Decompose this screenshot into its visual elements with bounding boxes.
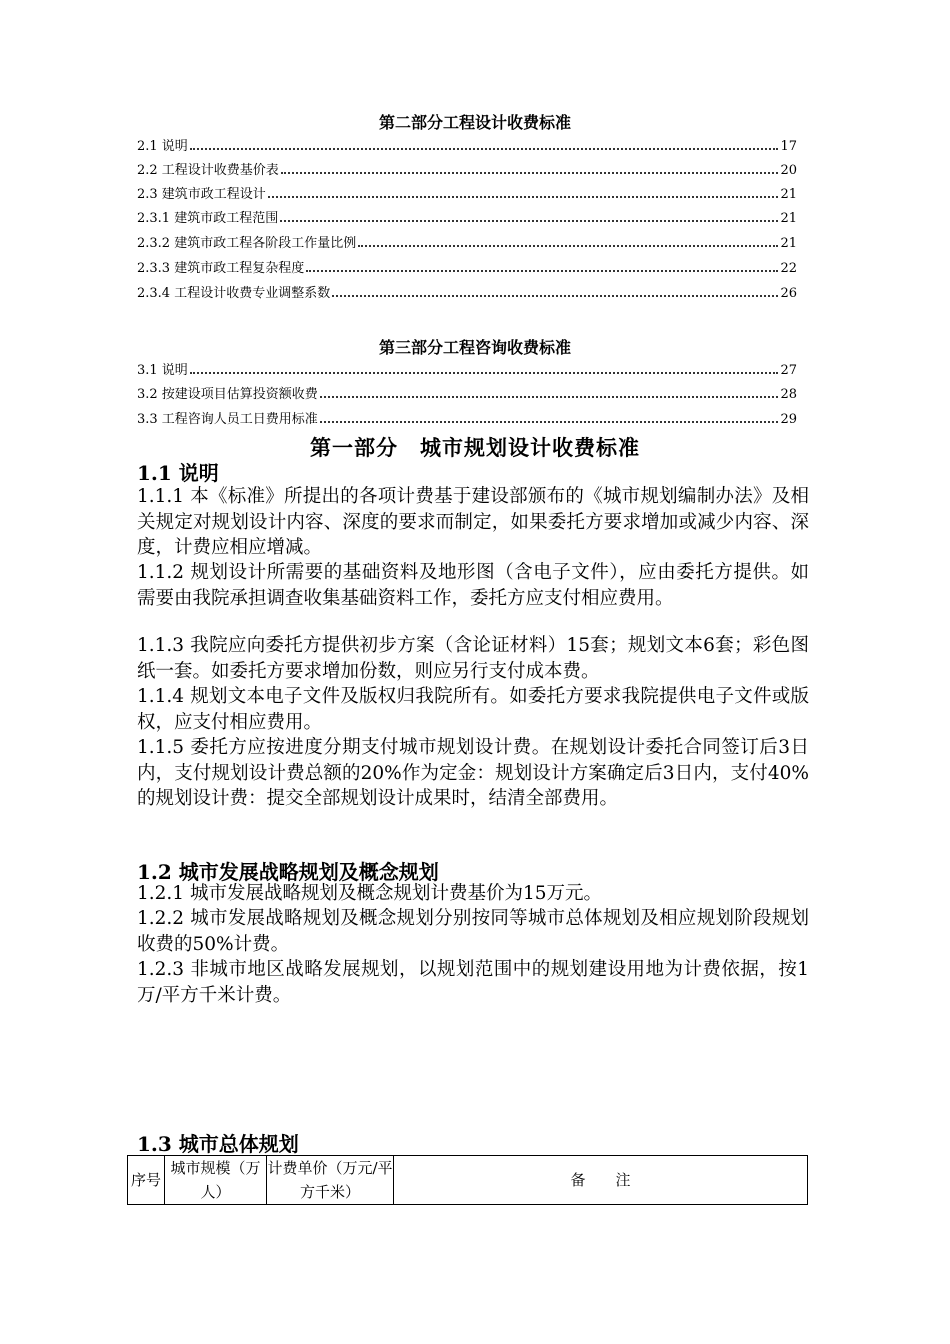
toc-leader-dots	[281, 172, 779, 174]
toc-leader-dots	[268, 196, 779, 198]
section-1-2-title: 1.2 城市发展战略规划及概念规划	[137, 860, 439, 884]
toc-item-page: 21	[780, 236, 797, 251]
toc-item-page: 17	[780, 139, 797, 154]
toc-item-3-2[interactable]	[137, 384, 797, 402]
toc-leader-dots	[190, 148, 779, 150]
toc-item-page: 27	[780, 363, 797, 378]
toc-item-3-1[interactable]	[137, 360, 797, 378]
toc-item-3-3[interactable]	[137, 409, 797, 427]
toc-leader-dots	[280, 220, 778, 222]
paragraph-1-2-3: 1.2.3 非城市地区战略发展规划，以规划范围中的规划建设用地为计费依据，按1万/平方千米计费。	[137, 959, 809, 1006]
toc-item-2-3-3[interactable]	[137, 258, 797, 276]
toc-item-label: 2.3.3 建筑市政工程复杂程度	[137, 261, 305, 276]
toc-item-page: 29	[780, 412, 797, 427]
paragraph-1-2-1: 1.2.1 城市发展战略规划及概念规划计费基价为15万元。	[137, 883, 602, 904]
section-1-1-title: 1.1 说明	[137, 461, 219, 485]
toc-item-page: 28	[780, 387, 797, 402]
toc-item-2-3-4[interactable]	[137, 283, 797, 301]
toc-item-label: 2.3 建筑市政工程设计	[137, 187, 266, 202]
toc-leader-dots	[320, 396, 779, 398]
toc-item-page: 20	[780, 163, 797, 178]
header-scale: 城市规模（万人）	[165, 1156, 267, 1205]
toc-item-2-2[interactable]	[137, 160, 797, 178]
toc-item-label: 2.1 说明	[137, 139, 188, 154]
paragraph-1-2-2: 1.2.2 城市发展战略规划及概念规划分别按同等城市总体规划及相应规划阶段规划收费的50%计费。	[137, 908, 809, 955]
header-seq: 序号	[128, 1156, 165, 1205]
paragraph-1-1-5: 1.1.5 委托方应按进度分期支付城市规划设计费。在规划设计委托合同签订后3日内，支付规划设计费总额的20%作为定金：规划设计方案确定后3日内，支付40%的规划设计费：提交全部规划设计成果时，结清全部费用。	[137, 737, 809, 809]
toc-item-label: 2.3.4 工程设计收费专业调整系数	[137, 286, 331, 301]
toc-item-page: 21	[780, 187, 797, 202]
paragraph-1-1-3: 1.1.3 我院应向委托方提供初步方案（含论证材料）15套；规划文本6套；彩色图纸一套。如委托方要求增加份数，则应另行支付成本费。	[137, 635, 809, 682]
paragraph-1-1-2: 1.1.2 规划设计所需要的基础资料及地形图（含电子文件），应由委托方提供。如需要由我院承担调查收集基础资料工作，委托方应支付相应费用。	[137, 562, 809, 609]
toc-leader-dots	[306, 270, 778, 272]
toc-leader-dots	[358, 245, 778, 247]
toc-item-page: 22	[780, 261, 797, 276]
header-unit-price: 计费单价（万元/平方千米）	[267, 1156, 394, 1205]
header-remark: 备 注	[394, 1156, 808, 1205]
paragraph-1-1-1: 1.1.1 本《标准》所提出的各项计费基于建设部颁布的《城市规划编制办法》及相关规定对规划设计内容、深度的要求而制定，如果委托方要求增加或减少内容、深度，计费应相应增减。	[137, 486, 809, 558]
toc-item-page: 26	[780, 286, 797, 301]
toc-item-label: 2.3.1 建筑市政工程范围	[137, 211, 279, 226]
fee-table	[127, 1155, 808, 1205]
toc-leader-dots	[332, 295, 778, 297]
toc-item-2-1[interactable]	[137, 136, 797, 154]
toc-item-2-3[interactable]	[137, 184, 797, 202]
table-header-row	[128, 1156, 808, 1205]
toc-item-label: 3.2 按建设项目估算投资额收费	[137, 387, 318, 402]
toc-item-label: 2.3.2 建筑市政工程各阶段工作量比例	[137, 236, 357, 251]
toc-item-label: 3.1 说明	[137, 363, 188, 378]
toc-item-2-3-1[interactable]	[137, 208, 797, 226]
toc-part3-heading: 第三部分工程咨询收费标准	[378, 338, 571, 357]
toc-part2-heading: 第二部分工程设计收费标准	[378, 113, 571, 132]
toc-item-2-3-2[interactable]	[137, 233, 797, 251]
toc-item-label: 3.3 工程咨询人员工日费用标准	[137, 412, 318, 427]
toc-leader-dots	[320, 421, 779, 423]
toc-item-page: 21	[780, 211, 797, 226]
toc-leader-dots	[190, 372, 779, 374]
part1-title: 第一部分 城市规划设计收费标准	[310, 435, 640, 460]
toc-item-label: 2.2 工程设计收费基价表	[137, 163, 279, 178]
section-1-3-title: 1.3 城市总体规划	[137, 1132, 299, 1156]
paragraph-1-1-4: 1.1.4 规划文本电子文件及版权归我院所有。如委托方要求我院提供电子文件或版权，应支付相应费用。	[137, 686, 809, 733]
